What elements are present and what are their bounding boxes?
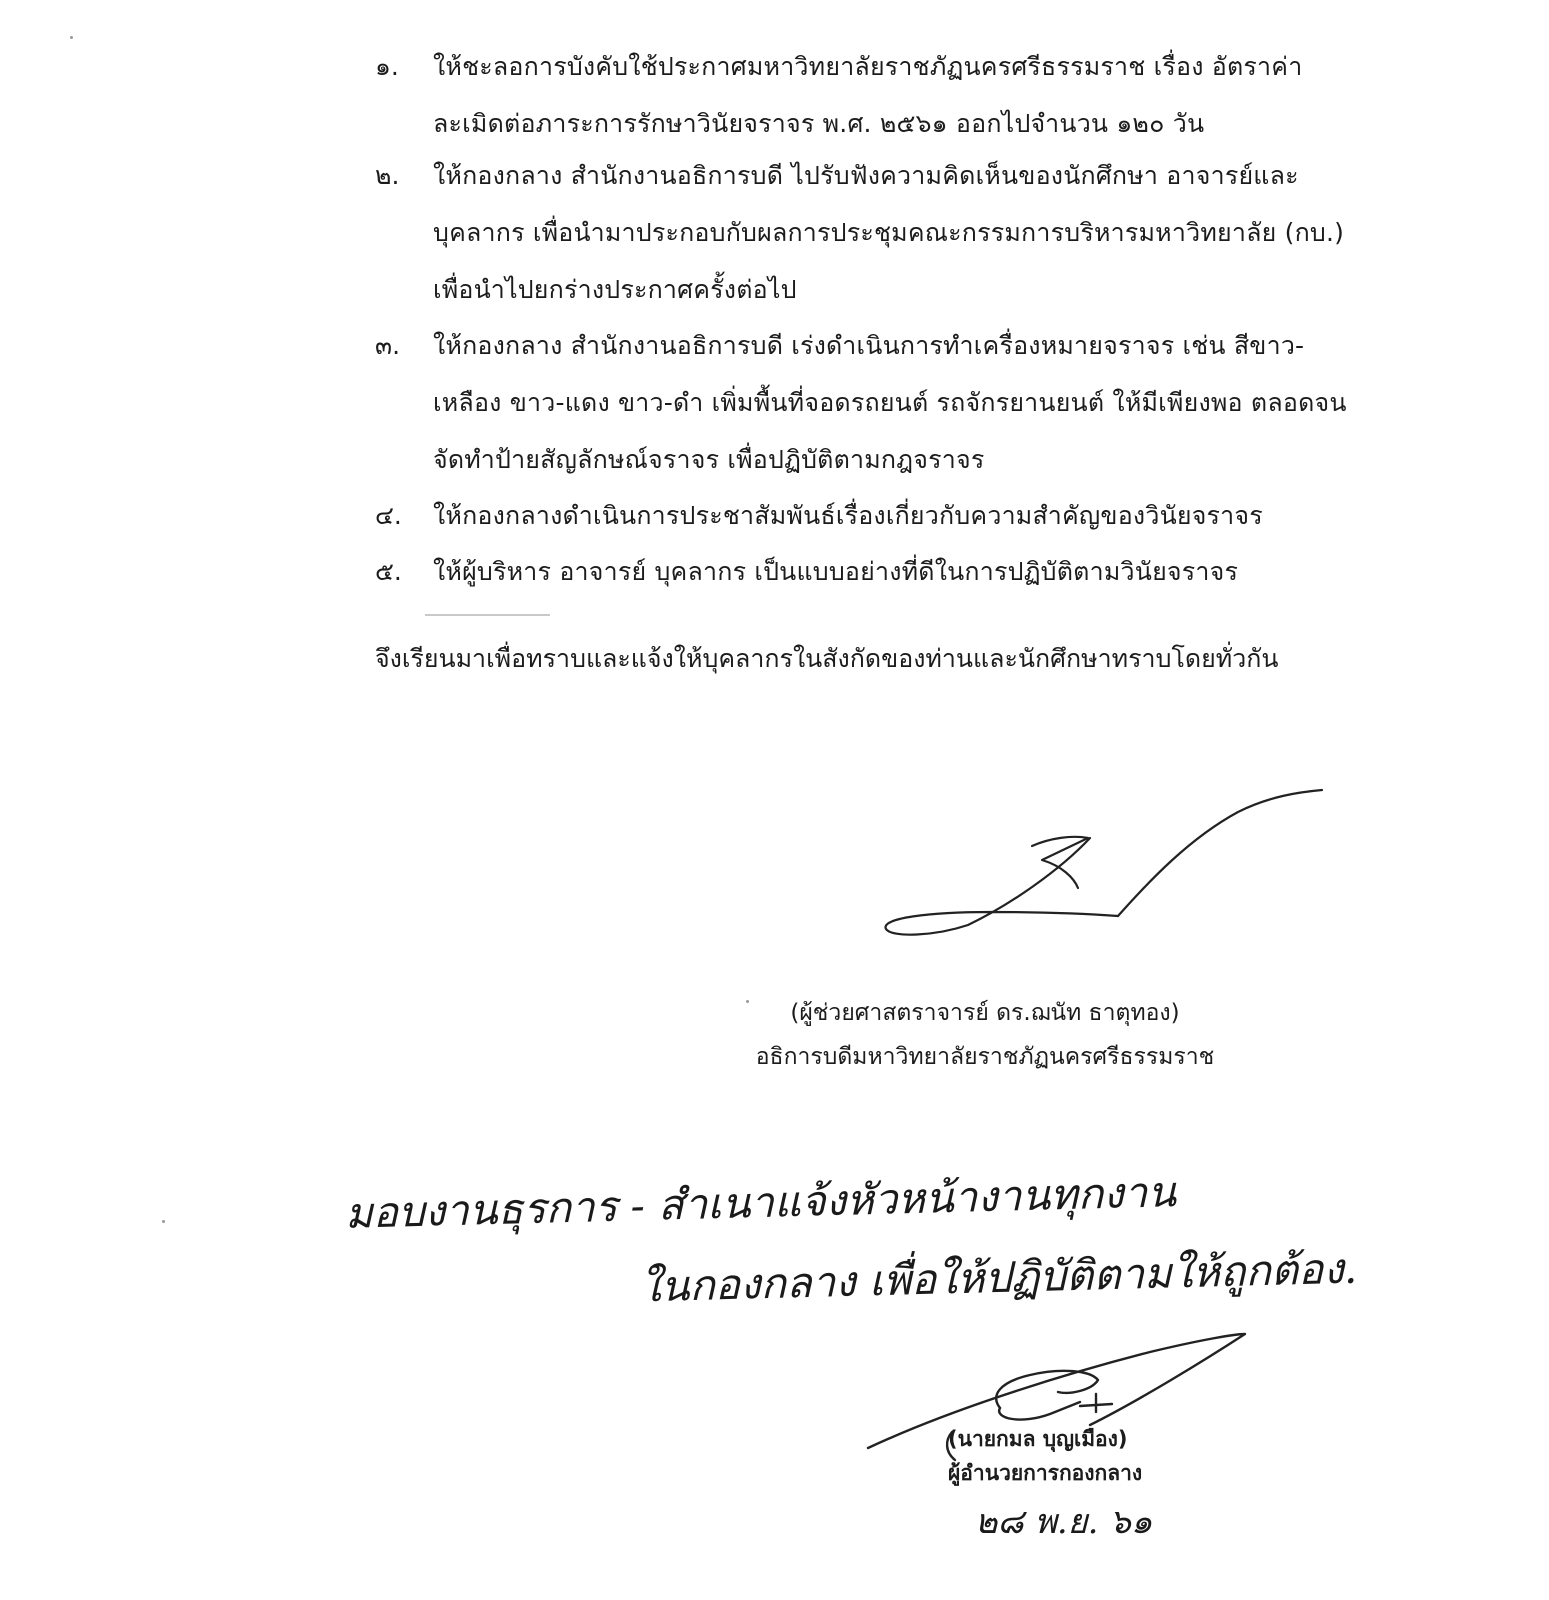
approver-position: ผู้อำนวยการกองกลาง [948,1461,1143,1485]
item-text: ให้กองกลาง สำนักงานอธิการบดี เร่งดำเนินการทำเครื่องหมายจราจร เช่น สีขาว-เหลือง ขาว-แดง ขาว-ดำ เพิ่มพื้นที่จอดรถยนต์ รถจักรยานยนต์ ให้มีเพียงพอ ตลอดจนจัดทำป้ายสัญลักษณ์จราจร เพื่อปฏิบัติตามกฎจราจร [433,331,1347,474]
item-number: ๑. [375,52,399,81]
item-number: ๓. [375,331,401,360]
item-text: ให้กองกลาง สำนักงานอธิการบดี ไปรับฟังความคิดเห็นของนักศึกษา อาจารย์และบุคลากร เพื่อนำมาประกอบกับผลการประชุมคณะกรรมการบริหารมหาวิทยาลัย (กบ.) เพื่อนำไปยกร่างประกาศครั้งต่อไป [433,161,1345,304]
handwritten-note-line-1: มอบงานธุรการ - สำเนาแจ้งหัวหน้างานทุกงาน [344,1167,1177,1238]
item-number: ๒. [375,161,400,190]
item-text: ให้กองกลางดำเนินการประชาสัมพันธ์เรื่องเกี่ยวกับความสำคัญของวินัยจราจร [433,501,1263,530]
list-item [375,38,1365,152]
approver-name: (นายกมล บุญเมือง) [948,1427,1128,1451]
scan-speck [70,36,73,39]
item-number: ๔. [375,501,402,530]
closing-paragraph: จึงเรียนมาเพื่อทราบและแจ้งให้บุคลากรในสังกัดของท่านและนักศึกษาทราบโดยทั่วกัน [375,644,1279,673]
item-text: ให้ชะลอการบังคับใช้ประกาศมหาวิทยาลัยราชภัฏนครศรีธรรมราช เรื่อง อัตราค่าละเมิดต่อภาระการรักษาวินัยจราจร พ.ศ. ๒๕๖๑ ออกไปจำนวน ๑๒๐ วัน [433,52,1303,138]
approval-date: ๒๘ พ.ย. ๖๑ [975,1502,1153,1542]
list-item [375,147,1365,318]
item-number: ๕. [375,557,402,586]
signatory-position: อธิการบดีมหาวิทยาลัยราชภัฏนครศรีธรรมราช [755,1044,1215,1070]
scan-speck [746,1000,749,1003]
item-text: ให้ผู้บริหาร อาจารย์ บุคลากร เป็นแบบอย่างที่ดีในการปฏิบัติตามวินัยจราจร [433,557,1239,586]
faint-divider [425,614,550,616]
list-item [375,317,1365,488]
president-signature [886,790,1322,935]
list-item [375,487,1365,544]
signatory-name: (ผู้ช่วยศาสตราจารย์ ดร.ฌนัท ธาตุทอง) [790,1000,1180,1026]
handwritten-note-line-2: ในกองกลาง เพื่อให้ปฏิบัติตามให้ถูกต้อง. [639,1243,1358,1312]
list-item [375,543,1365,600]
scan-speck [162,1220,165,1223]
